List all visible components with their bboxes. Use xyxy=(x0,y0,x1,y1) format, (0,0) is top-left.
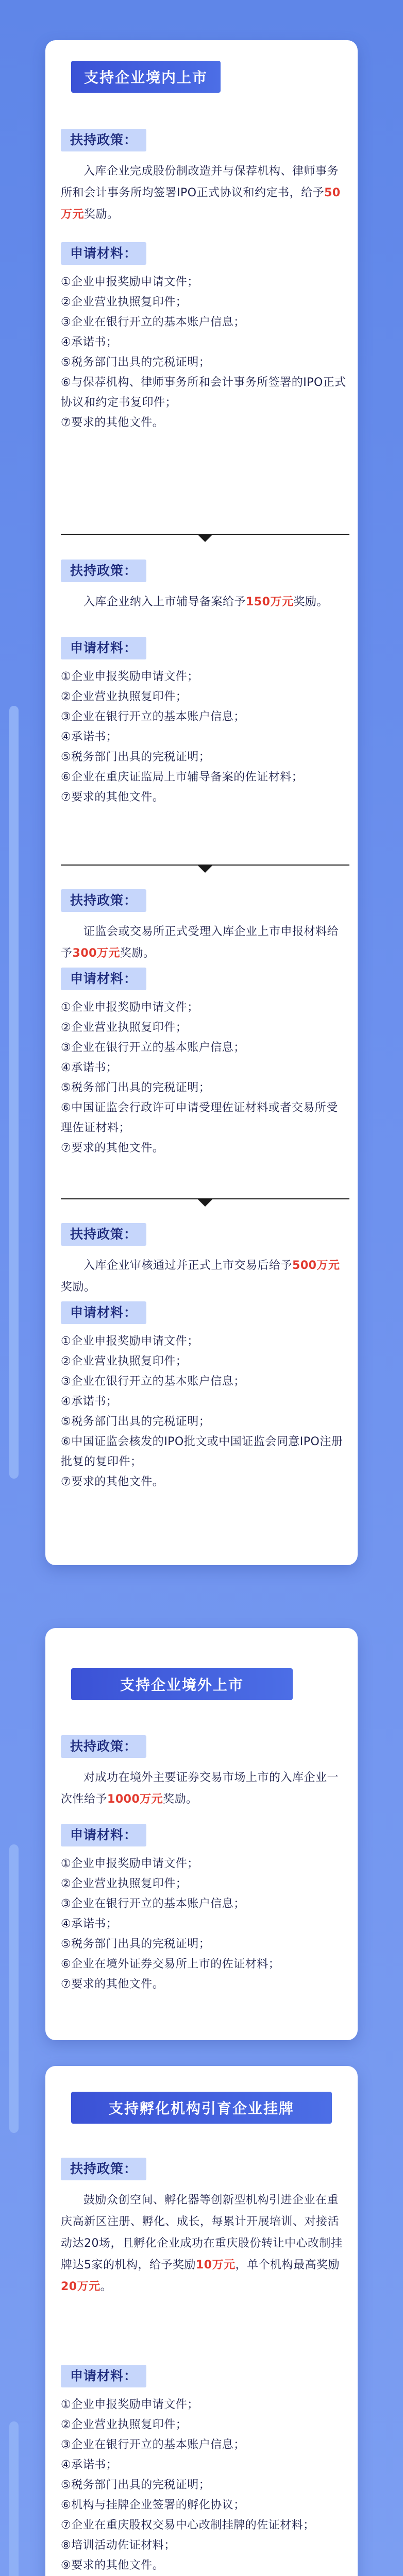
policy-block xyxy=(61,129,349,226)
list-item: ⑥企业在重庆证监局上市辅导备案的佐证材料； xyxy=(61,771,304,784)
materials-tag: 申请材料： xyxy=(61,242,146,265)
list-item: ⑤税务部门出具的完税证明； xyxy=(61,356,211,369)
list-item: ⑦要求的其他文件。 xyxy=(61,791,164,804)
materials-tag: 申请材料： xyxy=(61,637,146,659)
materials-block xyxy=(61,968,349,1158)
materials-tag: 申请材料： xyxy=(61,2365,146,2387)
list-item: ②企业营业执照复印件； xyxy=(61,690,188,703)
list-item: ①企业申报奖励申请文件； xyxy=(61,276,199,289)
list-item: ⑥中国证监会核发的IPO批文或中国证监会同意IPO注册批复的复印件； xyxy=(61,1435,343,1468)
list-item: ③企业在银行开立的基本账户信息； xyxy=(61,316,245,329)
list-item: ③企业在银行开立的基本账户信息； xyxy=(61,1897,245,1910)
list-item: ⑤税务部门出具的完税证明； xyxy=(61,1081,211,1094)
list-item: ⑤税务部门出具的完税证明； xyxy=(61,1938,211,1951)
policy-block xyxy=(61,2158,349,2298)
list-item: ⑦要求的其他文件。 xyxy=(61,1978,164,1991)
list-item: ①企业申报奖励申请文件； xyxy=(61,670,199,683)
policy-block xyxy=(61,1223,349,1298)
list-item: ③企业在银行开立的基本账户信息； xyxy=(61,710,245,723)
list-item: ①企业申报奖励申请文件； xyxy=(61,1001,199,1014)
list-item: ⑦要求的其他文件。 xyxy=(61,1142,164,1155)
policy-block xyxy=(61,1735,349,1810)
materials-list xyxy=(61,272,349,433)
list-item: ③企业在银行开立的基本账户信息； xyxy=(61,1041,245,1054)
card-title: 支持企业境内上市 xyxy=(71,61,221,93)
policy-tag: 扶持政策： xyxy=(61,1223,146,1246)
divider-arrow-icon xyxy=(197,1198,213,1207)
list-item: ⑦要求的其他文件。 xyxy=(61,1476,164,1488)
materials-list xyxy=(61,2395,349,2575)
policy-block xyxy=(61,560,349,613)
list-item: ④承诺书； xyxy=(61,1061,118,1074)
policy-block xyxy=(61,889,349,964)
reward-amount: 10万元 xyxy=(196,2259,236,2272)
policy-text: 鼓励众创空间、孵化器等创新型机构引进企业在重庆高新区注册、孵化、成长，每累计开展培训、对接活动达20场，且孵化企业成功在重庆股份转让中心改制挂牌达5家的机构，给予奖励10万元，单个机构最高奖励20万元。 xyxy=(61,2194,343,2293)
policy-tag: 扶持政策： xyxy=(61,889,146,912)
card-title: 支持孵化机构引育企业挂牌 xyxy=(71,2092,332,2124)
materials-tag: 申请材料： xyxy=(61,968,146,990)
reward-amount: 50万元 xyxy=(61,187,341,221)
list-item: ⑥机构与挂牌企业签署的孵化协议； xyxy=(61,2499,245,2512)
reward-amount: 150万元 xyxy=(246,596,294,608)
reward-amount: 300万元 xyxy=(72,947,120,960)
materials-block xyxy=(61,1301,349,1492)
policy-tag: 扶持政策： xyxy=(61,1735,146,1758)
list-item: ④承诺书； xyxy=(61,2459,118,2471)
policy-text: 对成功在境外主要证券交易市场上市的入库企业一次性给予1000万元奖励。 xyxy=(61,1771,339,1806)
list-item: ①企业申报奖励申请文件； xyxy=(61,1335,199,1348)
materials-block xyxy=(61,242,349,433)
decorative-rail xyxy=(9,706,19,1479)
list-item: ④承诺书； xyxy=(61,1918,118,1930)
card-domestic-listing xyxy=(45,40,358,1565)
section-divider xyxy=(61,865,349,866)
materials-list xyxy=(61,667,349,807)
list-item: ③企业在银行开立的基本账户信息； xyxy=(61,1375,245,1388)
section-divider xyxy=(61,1198,349,1199)
reward-amount-max: 20万元 xyxy=(61,2280,100,2293)
list-item: ②企业营业执照复印件； xyxy=(61,1021,188,1034)
list-item: ④承诺书； xyxy=(61,1395,118,1408)
list-item: ⑥中国证监会行政许可申请受理佐证材料或者交易所受理佐证材料； xyxy=(61,1101,338,1134)
list-item: ⑨要求的其他文件。 xyxy=(61,2559,164,2572)
list-item: ⑦要求的其他文件。 xyxy=(61,416,164,429)
materials-block xyxy=(61,2365,349,2575)
policy-tag: 扶持政策： xyxy=(61,129,146,151)
list-item: ⑥企业在境外证券交易所上市的佐证材料； xyxy=(61,1958,280,1971)
materials-list xyxy=(61,1331,349,1492)
materials-block xyxy=(61,637,349,807)
list-item: ⑦企业在重庆股权交易中心改制挂牌的佐证材料； xyxy=(61,2519,315,2532)
reward-amount: 500万元 xyxy=(292,1259,340,1272)
policy-text: 证监会或交易所正式受理入库企业上市申报材料给予300万元奖励。 xyxy=(61,925,339,960)
materials-tag: 申请材料： xyxy=(61,1301,146,1324)
list-item: ②企业营业执照复印件； xyxy=(61,1355,188,1368)
list-item: ④承诺书； xyxy=(61,336,118,349)
materials-tag: 申请材料： xyxy=(61,1824,146,1846)
divider-arrow-icon xyxy=(197,865,213,873)
list-item: ①企业申报奖励申请文件； xyxy=(61,2398,199,2411)
policy-text: 入库企业纳入上市辅导备案给予150万元奖励。 xyxy=(83,596,328,608)
decorative-rail xyxy=(9,1844,19,2133)
list-item: ②企业营业执照复印件； xyxy=(61,296,188,309)
decorative-rail xyxy=(9,2421,19,2576)
materials-block xyxy=(61,1824,349,1994)
list-item: ⑤税务部门出具的完税证明； xyxy=(61,2479,211,2492)
list-item: ⑥与保荐机构、律师事务所和会计事务所签署的IPO正式协议和约定书复印件； xyxy=(61,376,346,409)
list-item: ⑤税务部门出具的完税证明； xyxy=(61,1415,211,1428)
list-item: ③企业在银行开立的基本账户信息； xyxy=(61,2438,245,2451)
section-divider xyxy=(61,534,349,535)
card-title: 支持企业境外上市 xyxy=(71,1668,293,1700)
policy-tag: 扶持政策： xyxy=(61,2158,146,2180)
reward-amount: 1000万元 xyxy=(107,1793,163,1806)
materials-list xyxy=(61,997,349,1158)
list-item: ⑧培训活动佐证材料； xyxy=(61,2539,176,2552)
card-incubator-listing xyxy=(45,2066,358,2576)
list-item: ④承诺书； xyxy=(61,731,118,743)
list-item: ②企业营业执照复印件； xyxy=(61,2418,188,2431)
list-item: ①企业申报奖励申请文件； xyxy=(61,1857,199,1870)
policy-tag: 扶持政策： xyxy=(61,560,146,582)
list-item: ⑤税务部门出具的完税证明； xyxy=(61,751,211,764)
divider-arrow-icon xyxy=(197,534,213,542)
materials-list xyxy=(61,1854,349,1994)
list-item: ②企业营业执照复印件； xyxy=(61,1877,188,1890)
policy-text: 入库企业完成股份制改造并与保荐机构、律师事务所和会计事务所均签署IPO正式协议和约定书，给予50万元奖励。 xyxy=(61,165,341,221)
card-overseas-listing xyxy=(45,1628,358,2040)
policy-text: 入库企业审核通过并正式上市交易后给予500万元奖励。 xyxy=(61,1259,340,1294)
